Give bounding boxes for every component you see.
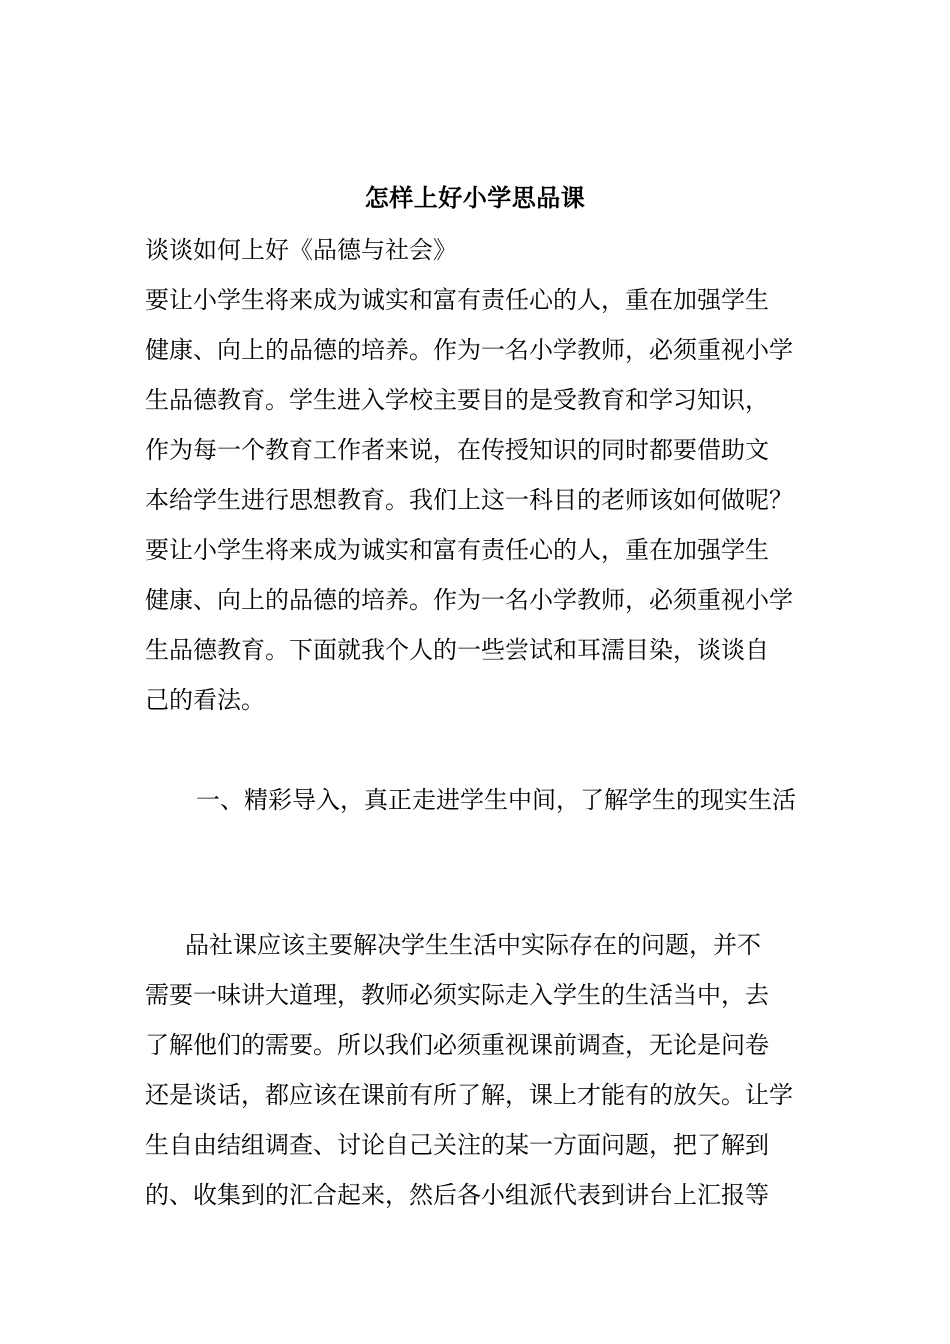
body-line: 了解他们的需要。所以我们必须重视课前调查，无论是问卷: [145, 1031, 769, 1059]
intro-line: 健康、向上的品德的培养。作为一名小学教师，必须重视小学: [145, 586, 793, 614]
body-line: 品社课应该主要解决学生生活中实际存在的问题，并不: [185, 931, 761, 959]
document-subtitle: 谈谈如何上好《品德与社会》: [145, 236, 457, 264]
intro-line: 健康、向上的品德的培养。作为一名小学教师，必须重视小学: [145, 336, 793, 364]
intro-line: 要让小学生将来成为诚实和富有责任心的人，重在加强学生: [145, 286, 769, 314]
section-heading: 一、精彩导入，真正走进学生中间，了解学生的现实生活: [196, 786, 796, 814]
body-line: 需要一味讲大道理，教师必须实际走入学生的生活当中，去: [145, 981, 769, 1009]
body-line: 还是谈话，都应该在课前有所了解，课上才能有的放矢。让学: [145, 1081, 793, 1109]
intro-line: 己的看法。: [145, 686, 265, 714]
body-line: 的、收集到的汇合起来，然后各小组派代表到讲台上汇报等: [145, 1181, 769, 1209]
intro-line: 生品德教育。下面就我个人的一些尝试和耳濡目染，谈谈自: [145, 636, 769, 664]
intro-line: 要让小学生将来成为诚实和富有责任心的人，重在加强学生: [145, 536, 769, 564]
body-line: 生自由结组调查、讨论自己关注的某一方面问题，把了解到: [145, 1131, 769, 1159]
intro-line: 生品德教育。学生进入学校主要目的是受教育和学习知识，: [145, 386, 769, 414]
intro-line: 作为每一个教育工作者来说，在传授知识的同时都要借助文: [145, 436, 769, 464]
intro-line: 本给学生进行思想教育。我们上这一科目的老师该如何做呢？: [145, 486, 793, 514]
document-title: 怎样上好小学思品课: [364, 183, 586, 212]
